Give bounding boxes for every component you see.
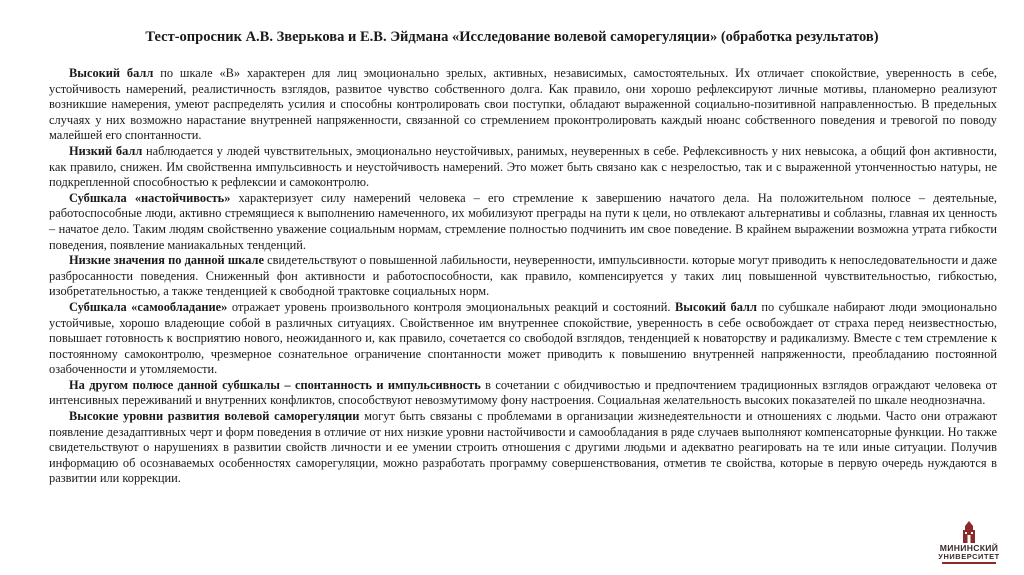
logo-underline	[942, 562, 996, 564]
logo-line1: МИНИНСКИЙ	[939, 543, 999, 553]
paragraph-text: в сочетании с обидчивостью и предпочтением традиционных взглядов ограждают человека от интенсивных переживаний и внутренних конфликтов, способствуют невозмутимому фону настроения. Социальная желательность высоких показателей по шкале неоднозначна.	[49, 377, 997, 408]
paragraph-lead: Низкий балл	[69, 143, 143, 158]
paragraph-text: могут быть связаны с проблемами в организации жизнедеятельности и отношениях с людьми. Часто они отражают появление дезадаптивных черт и форм поведения в отличие от них низкие уровни настойчивости и самообладания в ряде случаев выполняют компенсаторные функции. Но также свидетельствуют о нарушениях в развитии свойств личности и ее умении строить отношения с другими людьми и адекватно реагировать на те или иные ситуации. Получив информацию об осознаваемых особенностях саморегуляции, можно разработать программу совершенствования, отметив те свойства, которые в первую очередь нуждаются в развитии или коррекции.	[49, 409, 997, 486]
paragraph-text: характеризует силу намерений человека – его стремление к завершению начатого дела. На положительном полюсе – деятельные, работоспособные люди, активно стремящиеся к выполнению намеченного, их мобилизуют преграды на пути к цели, но отвлекают альтернативы и соблазны, главная их ценность – начатое дело. Таким людям свойственно уважение социальным нормам, стремление полностью подчинить им свое поведение. В крайнем выражении возможна утрата гибкости поведения, появление маниакальных тенденций.	[49, 190, 997, 252]
paragraph-self-control	[49, 300, 997, 378]
paragraph-text: свидетельствуют о повышенной лабильности, неуверенности, импульсивности. которые могут приводить к непоследовательности и даже разбросанности поведения. Сниженный фон активности и работоспособности, как правило, компенсируется у таких лиц повышенной чувствительностью, гибкостью, изобретательностью, а также тенденцией к свободной трактовке социальных норм.	[49, 253, 997, 299]
paragraph-low-values	[49, 253, 997, 300]
tower-emblem-icon	[959, 521, 979, 543]
paragraph-lead: Субшкала «настойчивость»	[69, 190, 231, 205]
paragraph-lead: Высокий балл	[69, 66, 154, 80]
paragraph-text: отражает уровень произвольного контроля эмоциональных реакций и состояний.	[227, 299, 675, 314]
paragraph-persistence	[49, 191, 997, 253]
paragraph-low-score	[49, 144, 997, 191]
paragraph-inline-bold: Высокий балл	[675, 299, 757, 314]
paragraph-lead: На другом полюсе данной субшкалы – спонтанность и импульсивность	[69, 377, 481, 392]
paragraph-high-score	[49, 66, 997, 144]
university-logo	[932, 521, 1006, 569]
page-title: Тест-опросник А.В. Зверькова и Е.В. Эйдмана «Исследование волевой саморегуляции» (обработка результатов)	[145, 29, 879, 45]
paragraph-lead: Высокие уровни развития волевой саморегуляции	[69, 409, 360, 424]
paragraph-text: наблюдается у людей чувствительных, эмоционально неустойчивых, ранимых, неуверенных в себе. Рефлексивность у них невысока, а общий фон активности, как правило, снижен. Им свойственна импульсивность и неустойчивость намерений. Это может быть связано как с незрелостью, так и с выраженной утонченностью натуры, не подкрепленной способностью к рефлексии и самоконтролю.	[49, 143, 997, 190]
document-body	[49, 66, 997, 487]
paragraph-lead: Низкие значения по данной шкале	[69, 253, 265, 268]
paragraph-high-levels	[49, 409, 997, 487]
paragraph-text: по субшкале набирают люди эмоционально устойчивые, хорошо владеющие собой в различных ситуациях. Свойственное им внутреннее спокойствие, уверенность в себе освобождает от страха перед неизвестностью, повышает готовность к восприятию нового, неожиданного и, как правило, сочетается со свободой взглядов, тенденцией к новаторству и радикализму. Вместе с тем стремление к постоянному самоконтролю, чрезмерное сознательное ограничение спонтанности может приводить к повышению внутренней напряженности, преобладанию постоянной озабоченности и утомляемости.	[49, 299, 997, 377]
paragraph-lead: Субшкала «самообладание»	[69, 299, 228, 314]
logo-line2: УНИВЕРСИТЕТ	[938, 552, 1000, 561]
paragraph-other-pole	[49, 378, 997, 409]
paragraph-text: по шкале «В» характерен для лиц эмоционально зрелых, активных, независимых, самостоятельных. Их отличает спокойствие, уверенность в себе, устойчивость намерений, реалистичность взглядов, развитое чувство собственного долга. Как правило, они хорошо рефлексируют личные мотивы, планомерно реализуют возникшие намерения, умеют распределять усилия и способны контролировать свои поступки, обладают выраженной социально-позитивной направленностью. В предельных случаях у них возможно нарастание внутренней напряженности, связанной со стремлением проконтролировать каждый нюанс собственного поведения и тревогой по поводу малейшей его спонтанности.	[49, 66, 997, 143]
